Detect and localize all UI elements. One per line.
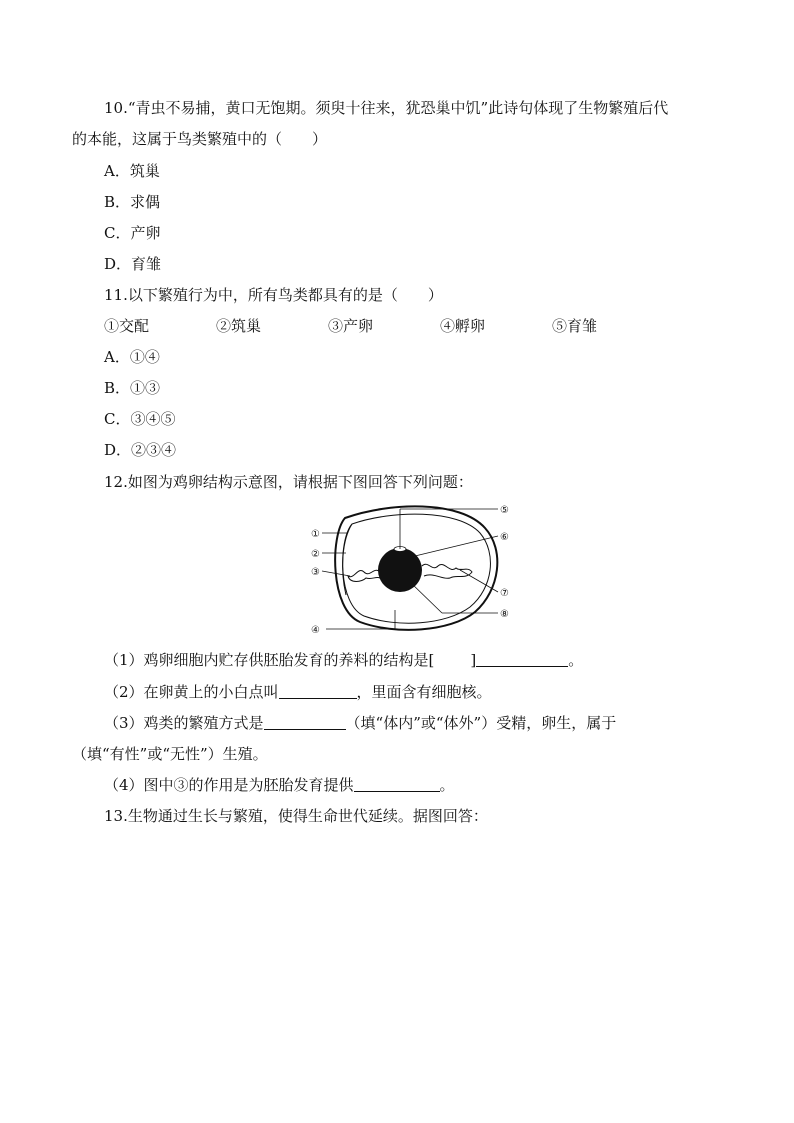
q12-stem: 12.如图为鸡卵结构示意图，请根据下图回答下列问题： <box>104 473 473 491</box>
leader-8a <box>410 582 442 613</box>
q12-sub1-text: （1）鸡卵细胞内贮存供胚胎发育的养料的结构是[ <box>104 651 435 669</box>
figure-label-4: ④ <box>311 625 320 636</box>
q12-sub4 <box>104 775 455 795</box>
q11-option-d: D．②③④ <box>104 441 177 459</box>
q12-sub3-line2: （填“有性”或“无性”）生殖。 <box>72 745 268 763</box>
q12-sub3-answer-blank[interactable] <box>264 715 346 730</box>
figure-label-1: ① <box>311 529 320 540</box>
figure-label-3: ③ <box>311 567 320 578</box>
q12-sub2-text-a: （2）在卵黄上的小白点叫 <box>104 683 279 701</box>
q12-sub3-text-b: （填“体内”或“体外”）受精，卵生，属于 <box>345 714 617 732</box>
q12-sub4-answer-blank[interactable] <box>354 777 440 792</box>
q12-sub3-text-a: （3）鸡类的繁殖方式是 <box>104 714 264 732</box>
q11-item-1: ①交配 <box>104 317 150 335</box>
q12-sub2-answer-blank[interactable] <box>279 684 357 699</box>
q10-option-c: C．产卵 <box>104 224 161 242</box>
q10-stem-line2: 的本能，这属于鸟类繁殖中的（ ） <box>72 130 328 148</box>
q10-option-d: D．育雏 <box>104 255 162 273</box>
q11-option-a: A．①④ <box>104 348 160 366</box>
q12-sub1-end: 。 <box>568 651 584 669</box>
egg-structure-figure <box>300 500 520 640</box>
q12-sub3 <box>104 713 616 733</box>
figure-label-5: ⑤ <box>500 505 509 516</box>
q10-stem-line1: 10.“青虫不易捕，黄口无饱期。须臾十往来，犹恐巢中饥”此诗句体现了生物繁殖后代 <box>104 99 669 117</box>
q10-option-a: A．筑巢 <box>104 162 160 180</box>
q11-item-3: ③产卵 <box>328 317 374 335</box>
q11-item-4: ④孵卵 <box>440 317 486 335</box>
q10-option-b: B．求偶 <box>104 193 161 211</box>
q12-sub2-text-b: ，里面含有细胞核。 <box>356 683 492 701</box>
q12-sub4-text: （4）图中③的作用是为胚胎发育提供 <box>104 776 354 794</box>
q12-sub1-bracket-close: ] <box>470 651 477 669</box>
q12-sub2 <box>104 682 492 702</box>
q11-stem: 11.以下繁殖行为中，所有鸟类都具有的是（ ） <box>104 286 443 304</box>
q13-stem: 13.生物通过生长与繁殖，使得生命世代延续。据图回答： <box>104 807 488 825</box>
leader-6 <box>415 536 498 556</box>
q12-sub1-answer-blank[interactable] <box>476 652 568 667</box>
q11-items-row <box>104 316 597 336</box>
q11-item-2: ②筑巢 <box>216 317 262 335</box>
figure-label-8: ⑧ <box>500 609 509 620</box>
air-cell <box>343 524 352 595</box>
q12-sub4-end: 。 <box>439 776 455 794</box>
figure-label-2: ② <box>311 549 320 560</box>
q11-option-b: B．①③ <box>104 379 161 397</box>
figure-label-7: ⑦ <box>500 588 509 599</box>
q11-item-5: ⑤育雏 <box>552 317 598 335</box>
leader-7 <box>460 570 498 592</box>
figure-label-6: ⑥ <box>500 532 509 543</box>
chalaza-right <box>422 564 472 578</box>
q12-sub1 <box>104 650 583 670</box>
q11-option-c: C．③④⑤ <box>104 410 176 428</box>
chalaza-left <box>348 570 380 581</box>
yolk <box>378 548 422 592</box>
